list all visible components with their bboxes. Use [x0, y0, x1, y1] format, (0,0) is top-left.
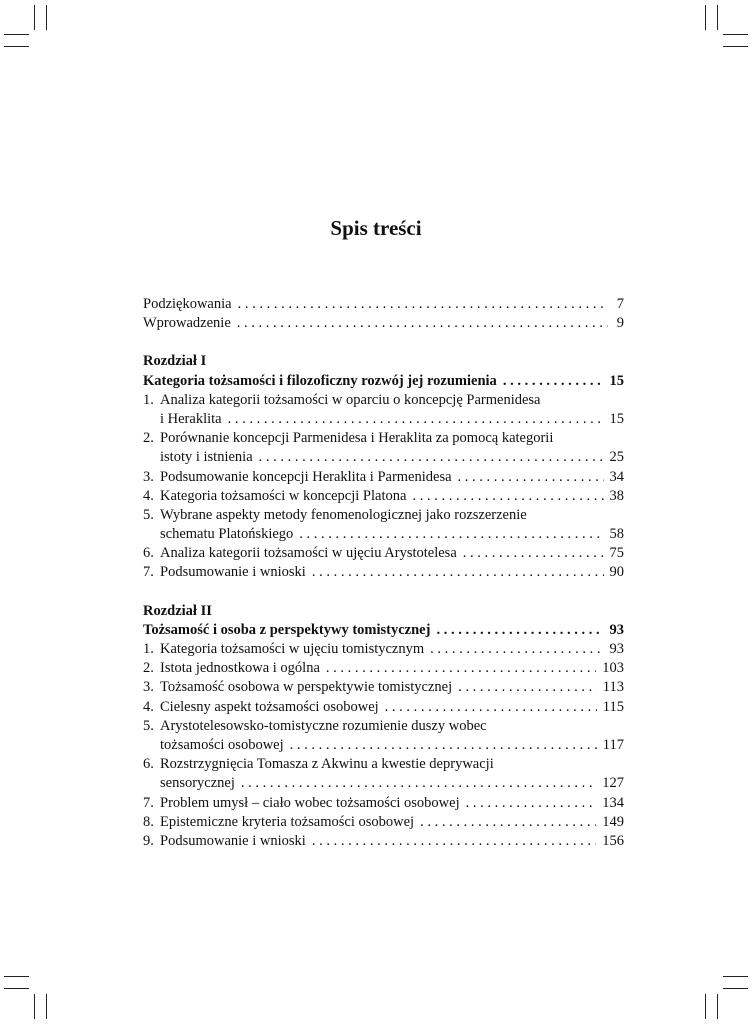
- item-title: Cielesny aspekt tożsamości osobowej: [160, 698, 379, 715]
- item-number: 5.: [143, 506, 154, 523]
- item-title-cont: schematu Platońskiego: [160, 526, 294, 543]
- entry-title: Podziękowania: [143, 296, 232, 312]
- toc-item-continuation: [143, 736, 624, 755]
- item-title: Epistemiczne kryteria tożsamości osobowej: [160, 813, 415, 830]
- crop-mark: [723, 46, 748, 47]
- chapter-page: 15: [609, 372, 624, 389]
- item-number: 8.: [143, 813, 154, 830]
- item-number: 7.: [143, 564, 154, 581]
- item-page: 25: [609, 449, 624, 466]
- item-page: 115: [602, 698, 624, 715]
- table-of-contents: [143, 295, 624, 851]
- entry-page: 9: [616, 315, 624, 332]
- item-number: 3.: [143, 468, 154, 485]
- item-number: 4.: [143, 487, 154, 504]
- toc-item: [143, 544, 624, 563]
- toc-item: [143, 659, 624, 678]
- chapter-title: Kategoria tożsamości i filozoficzny rozwój jej rozumienia: [143, 372, 497, 389]
- toc-item: [143, 698, 624, 717]
- item-title-cont: sensorycznej: [160, 775, 235, 792]
- item-title: Podsumowanie i wnioski: [160, 564, 306, 581]
- chapter-page: 93: [609, 621, 624, 638]
- chapter-title: Tożsamość i osoba z perspektywy tomistycznej: [143, 621, 431, 638]
- toc-item: [143, 813, 624, 832]
- toc-item-continuation: [143, 774, 624, 793]
- dot-leader: [420, 813, 596, 832]
- dot-leader: [312, 563, 604, 582]
- toc-item: [143, 678, 624, 697]
- dot-leader: [430, 640, 603, 659]
- item-page: 15: [609, 410, 624, 427]
- item-number: 2.: [143, 660, 154, 677]
- dot-leader: [241, 774, 596, 793]
- crop-mark: [4, 34, 29, 35]
- toc-item: [143, 755, 624, 774]
- item-title-cont: istoty i istnienia: [160, 449, 253, 466]
- item-number: 5.: [143, 717, 154, 734]
- page-title: Spis treści: [330, 216, 422, 240]
- item-title: Arystotelesowsko-tomistyczne rozumienie duszy wobec: [160, 717, 487, 734]
- toc-entry-front: [143, 295, 624, 314]
- crop-mark: [46, 994, 47, 1019]
- dot-leader: [466, 794, 597, 813]
- crop-mark: [723, 976, 748, 977]
- item-title: Analiza kategorii tożsamości w oparciu o koncepcję Parmenidesa: [160, 391, 541, 408]
- item-title: Tożsamość osobowa w perspektywie tomistycznej: [160, 679, 453, 696]
- item-page: 75: [609, 545, 624, 562]
- item-title: Wybrane aspekty metody fenomenologicznej jako rozszerzenie: [160, 506, 527, 523]
- crop-mark: [723, 34, 748, 35]
- toc-item: [143, 506, 624, 525]
- toc-item: [143, 487, 624, 506]
- item-title: Kategoria tożsamości w koncepcji Platona: [160, 487, 407, 504]
- item-page: 103: [602, 660, 624, 677]
- item-page: 38: [609, 487, 624, 504]
- toc-item: [143, 563, 624, 582]
- item-title-cont: tożsamości osobowej: [160, 736, 284, 753]
- toc-item: [143, 429, 624, 448]
- dot-leader: [237, 314, 608, 333]
- crop-mark: [4, 46, 29, 47]
- dot-leader: [326, 659, 596, 678]
- item-title: Istota jednostkowa i ogólna: [160, 660, 320, 677]
- crop-mark: [705, 994, 706, 1019]
- chapter-label: Rozdział II: [143, 602, 212, 619]
- toc-item: [143, 640, 624, 659]
- item-page: 156: [602, 832, 624, 849]
- dot-leader: [412, 487, 603, 506]
- chapter-heading: [143, 372, 624, 391]
- item-title: Porównanie koncepcji Parmenidesa i Heraklita za pomocą kategorii: [160, 430, 554, 447]
- item-page: 117: [602, 736, 624, 753]
- item-page: 34: [609, 468, 624, 485]
- chapter-label: Rozdział I: [143, 353, 207, 370]
- crop-mark: [4, 988, 29, 989]
- crop-mark: [34, 5, 35, 30]
- item-title-cont: i Heraklita: [160, 410, 222, 427]
- dot-leader: [299, 525, 603, 544]
- item-page: 90: [609, 564, 624, 581]
- item-page: 113: [602, 679, 624, 696]
- dot-leader: [259, 448, 604, 467]
- item-number: 1.: [143, 641, 154, 657]
- dot-leader: [436, 621, 603, 640]
- item-number: 7.: [143, 794, 154, 811]
- dot-leader: [458, 468, 604, 487]
- dot-leader: [228, 410, 604, 429]
- crop-mark: [46, 5, 47, 30]
- toc-item: [143, 391, 624, 410]
- dot-leader: [312, 832, 596, 851]
- entry-title: Wprowadzenie: [143, 315, 231, 332]
- dot-leader: [238, 295, 608, 314]
- item-page: 149: [602, 813, 624, 830]
- item-title: Problem umysł – ciało wobec tożsamości osobowej: [160, 794, 460, 811]
- crop-mark: [705, 5, 706, 30]
- item-page: 134: [602, 794, 624, 811]
- dot-leader: [458, 678, 597, 697]
- item-number: 6.: [143, 545, 154, 562]
- toc-item-continuation: [143, 448, 624, 467]
- toc-entry-front: [143, 314, 624, 333]
- item-title: Analiza kategorii tożsamości w ujęciu Arystotelesa: [160, 545, 457, 562]
- dot-leader: [290, 736, 597, 755]
- item-number: 6.: [143, 756, 154, 773]
- toc-item-continuation: [143, 410, 624, 429]
- crop-mark: [723, 988, 748, 989]
- dot-leader: [503, 372, 604, 391]
- item-number: 9.: [143, 832, 154, 849]
- toc-item: [143, 717, 624, 736]
- dot-leader: [463, 544, 604, 563]
- item-number: 1.: [143, 391, 154, 408]
- item-page: 58: [609, 526, 624, 543]
- crop-mark: [34, 994, 35, 1019]
- toc-item: [143, 832, 624, 851]
- item-number: 3.: [143, 679, 154, 696]
- item-title: Podsumowanie i wnioski: [160, 832, 306, 849]
- item-page: 127: [602, 775, 624, 792]
- crop-mark: [717, 994, 718, 1019]
- crop-mark: [4, 976, 29, 977]
- item-title: Kategoria tożsamości w ujęciu tomistycznym: [160, 641, 425, 657]
- item-title: Rozstrzygnięcia Tomasza z Akwinu a kwestie deprywacji: [160, 756, 494, 773]
- entry-page: 7: [616, 296, 624, 312]
- toc-item: [143, 468, 624, 487]
- item-number: 2.: [143, 430, 154, 447]
- toc-item-continuation: [143, 525, 624, 544]
- item-page: 93: [609, 641, 624, 657]
- item-number: 4.: [143, 698, 154, 715]
- toc-item: [143, 794, 624, 813]
- crop-mark: [717, 5, 718, 30]
- dot-leader: [385, 698, 597, 717]
- item-title: Podsumowanie koncepcji Heraklita i Parmenidesa: [160, 468, 452, 485]
- chapter-heading: [143, 621, 624, 640]
